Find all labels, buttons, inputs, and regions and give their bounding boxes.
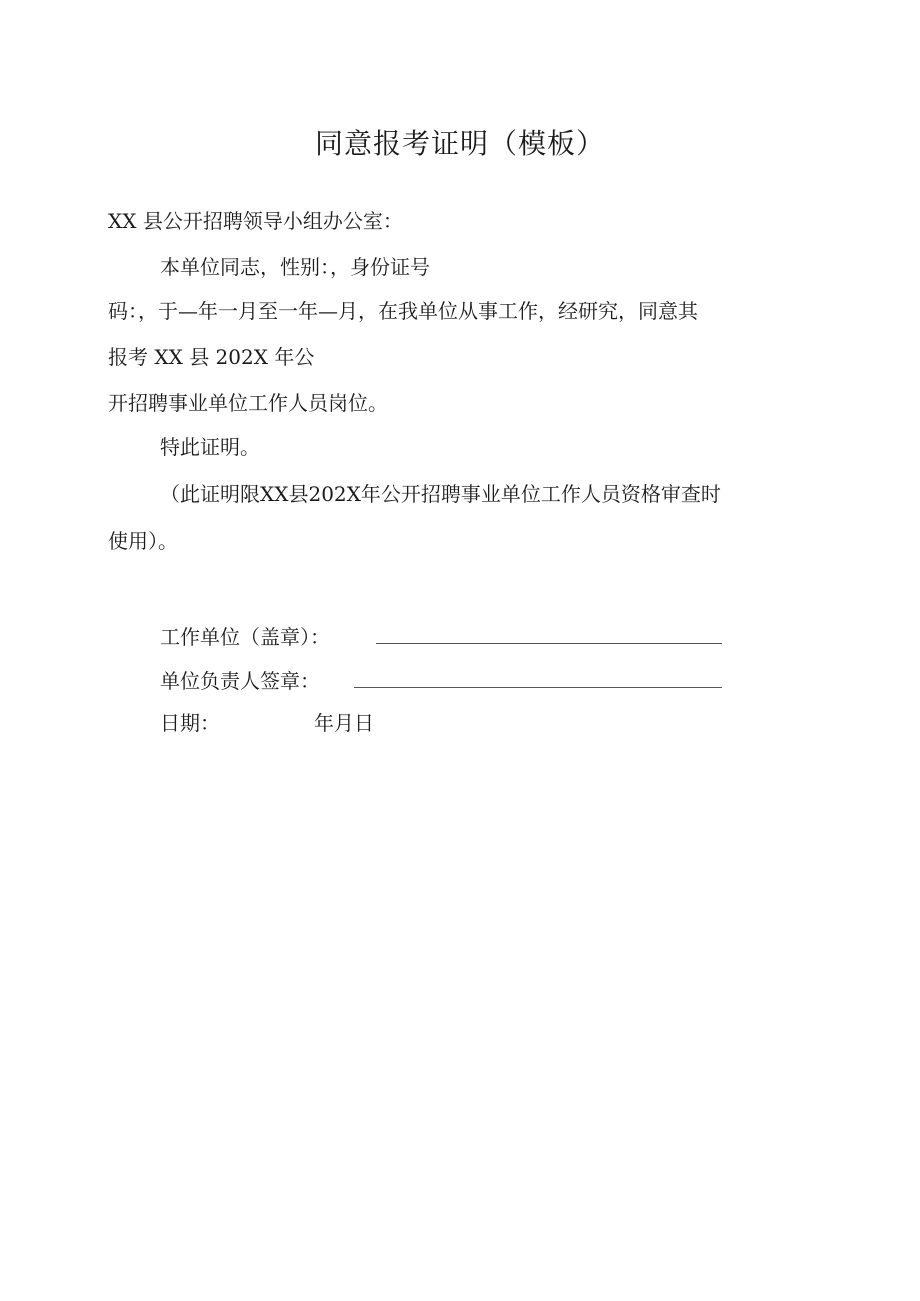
signature-person-row (160, 664, 320, 696)
body-line: （此证明限XX县202X年公开招聘事业单位工作人员资格审查时 (160, 482, 721, 506)
signature-unit-label: 工作单位（盖章）： (160, 624, 330, 649)
body-line: 开招聘事业单位工作人员岗位。 (108, 391, 388, 415)
addressee-line: XX 县公开招聘领导小组办公室： (108, 209, 403, 233)
signature-person-label: 单位负责人签章： (160, 668, 320, 693)
signature-unit-blank[interactable] (376, 643, 722, 644)
signature-unit-row (160, 620, 330, 652)
date-value: 年月日 (314, 711, 374, 735)
body-line: 报考 XX 县 202X 年公 (108, 345, 315, 369)
body-line: 本单位同志，性别：，身份证号 (160, 255, 430, 279)
body-line: 使用）。 (108, 529, 178, 553)
date-label: 日期： (160, 711, 220, 735)
body-line: 码：，于—年一月至一年—月，在我单位从事工作，经研究，同意其 (108, 299, 698, 323)
signature-person-blank[interactable] (354, 687, 722, 688)
document-title: 同意报考证明（模板） (314, 127, 605, 160)
body-line: 特此证明。 (160, 435, 260, 459)
